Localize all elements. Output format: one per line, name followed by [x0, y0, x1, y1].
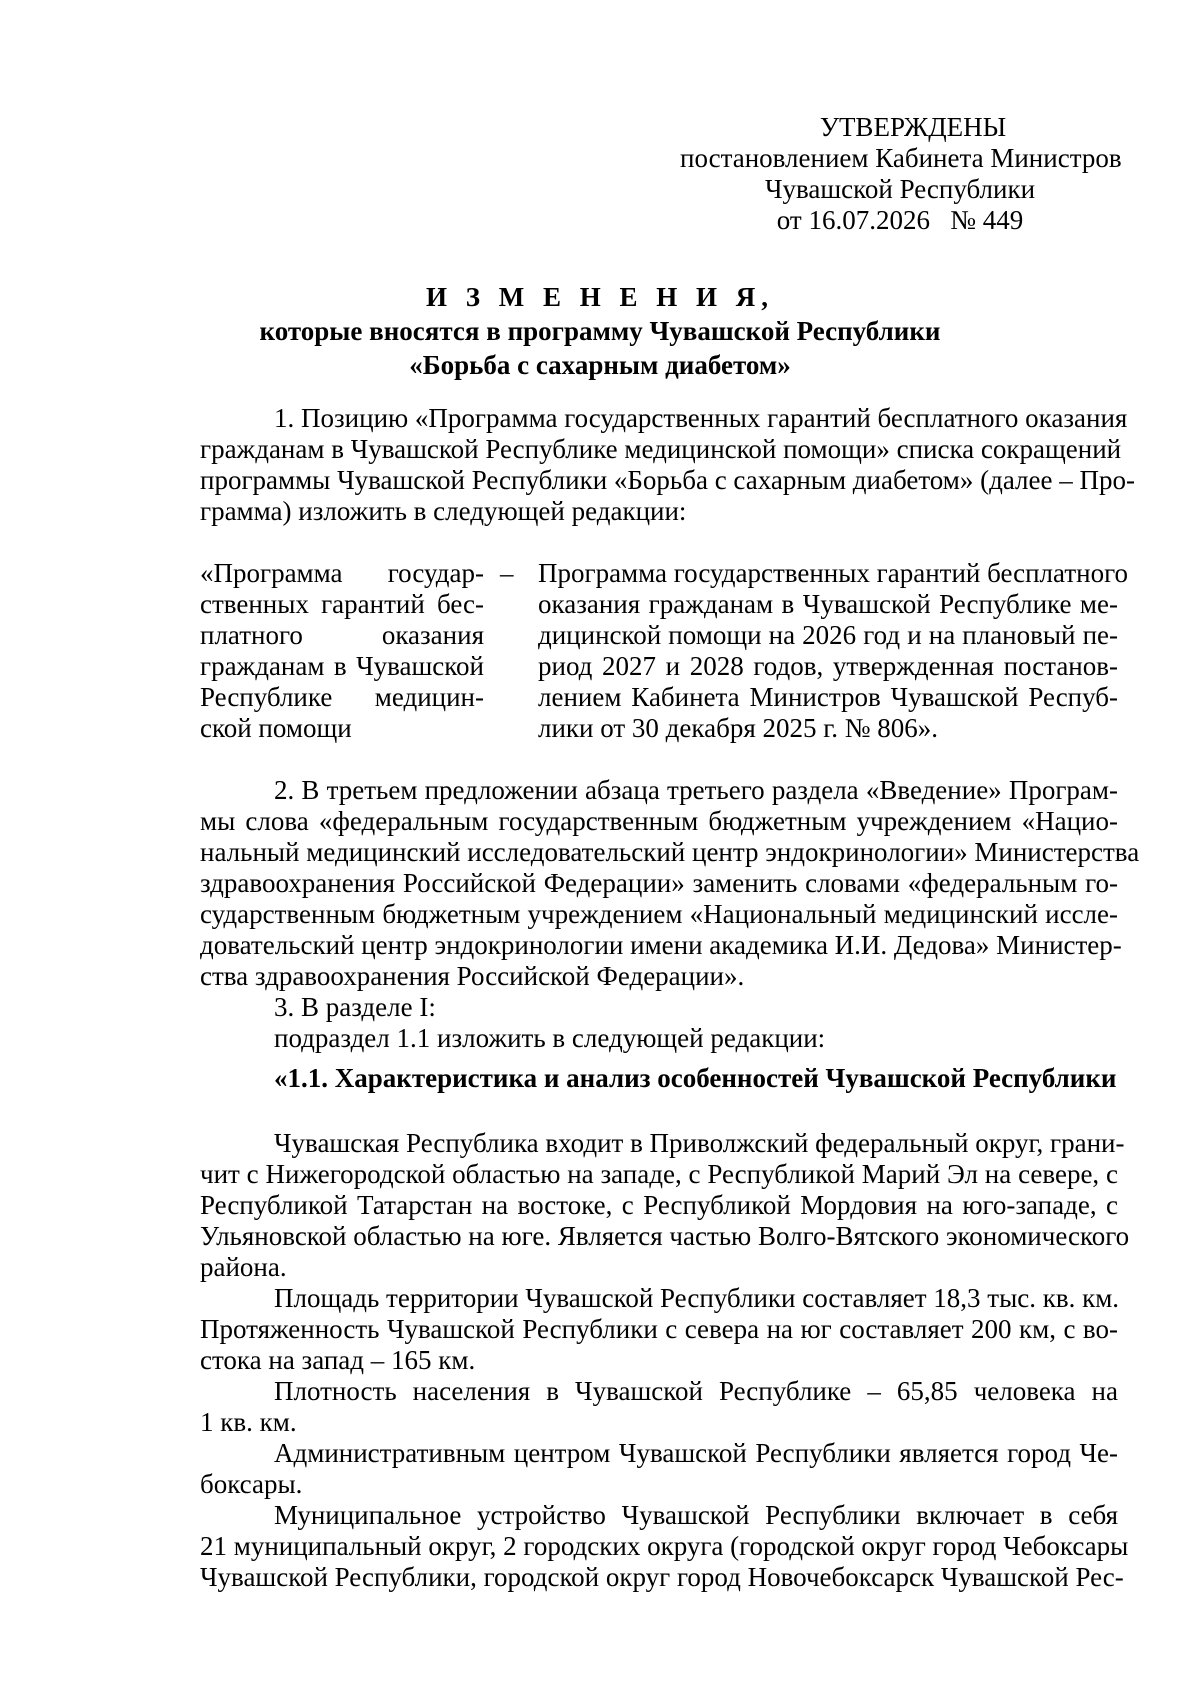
- approval-stamp: [680, 112, 1120, 236]
- text-line: мы слова «федеральным государственным бюджетным учреждением «Нацио-: [200, 806, 1118, 836]
- text-line: лики от 30 декабря 2025 г. № 806».: [538, 713, 939, 743]
- text-line: Чувашская Республика входит в Приволжский федеральный округ, грани-: [274, 1128, 1125, 1158]
- text-line: чит с Нижегородской областью на западе, с Республикой Марий Эл на севере, с: [200, 1159, 1118, 1189]
- text-line: довательский центр эндокринологии имени академика И.И. Дедова» Министер-: [200, 930, 1122, 960]
- text-line: Плотность населения в Чувашской Республике – 65,85 человека на: [274, 1376, 1118, 1406]
- document-title: И З М Е Н Е Н И Я,: [425, 282, 774, 312]
- text-line: 1 кв. км.: [200, 1407, 297, 1437]
- text-line: 21 муниципальный округ, 2 городских округа (городской округ город Чебоксары: [200, 1531, 1129, 1561]
- document-heading: [160, 280, 1040, 382]
- text-line: сударственным бюджетным учреждением «Национальный медицинский иссле-: [200, 899, 1118, 929]
- section-heading: «1.1. Характеристика и анализ особенностей Чувашской Республики: [274, 1063, 1117, 1093]
- text-line: ственных гарантий бес-: [200, 589, 484, 619]
- text-line: нальный медицинский исследовательский центр эндокринологии» Министерства: [200, 837, 1140, 867]
- text-line: программы Чувашской Республики «Борьба с сахарным диабетом» (далее – Про-: [200, 465, 1135, 495]
- text-line: подраздел 1.1 изложить в следующей редакции:: [274, 1023, 826, 1053]
- text-line: Административным центром Чувашской Республики является город Че-: [274, 1438, 1118, 1468]
- text-line: Муниципальное устройство Чувашской Республики включает в себя: [274, 1500, 1118, 1530]
- text-line: Протяженность Чувашской Республики с севера на юг составляет 200 км, с во-: [200, 1314, 1118, 1344]
- text-line: «Программа государ-: [200, 558, 484, 588]
- text-line: Республикой Татарстан на востоке, с Республикой Мордовия на юго-западе, с: [200, 1190, 1118, 1220]
- text-line: 2. В третьем предложении абзаца третьего раздела «Введение» Програм-: [274, 775, 1118, 805]
- text-line: оказания гражданам в Чувашской Республике ме-: [538, 589, 1118, 619]
- text-line: риод 2027 и 2028 годов, утвержденная постанов-: [538, 651, 1118, 681]
- document-subtitle: «Борьба с сахарным диабетом»: [409, 350, 791, 380]
- text-line: боксары.: [200, 1469, 303, 1499]
- approval-line: постановлением Кабинета Министров: [680, 143, 1122, 173]
- text-line: района.: [200, 1252, 287, 1282]
- text-line: 1. Позицию «Программа государственных гарантий бесплатного оказания: [274, 403, 1128, 433]
- text-line: платного оказания: [200, 620, 484, 650]
- approval-line: Чувашской Республики: [764, 174, 1036, 204]
- text-line: грамма) изложить в следующей редакции:: [200, 496, 687, 526]
- document-subtitle: которые вносятся в программу Чувашской Республики: [259, 316, 941, 346]
- text-line: Ульяновской областью на юге. Является частью Волго-Вятского экономического: [200, 1221, 1130, 1251]
- term-dash: –: [500, 558, 514, 588]
- text-line: Республике медицин-: [200, 682, 484, 712]
- approval-date: от 16.07.2026 № 449: [776, 205, 1024, 235]
- text-line: лением Кабинета Министров Чувашской Респуб-: [538, 682, 1118, 712]
- text-line: стока на запад – 165 км.: [200, 1345, 476, 1375]
- text-line: дицинской помощи на 2026 год и на плановый пе-: [538, 620, 1118, 650]
- text-line: ской помощи: [200, 713, 352, 743]
- text-line: Программа государственных гарантий бесплатного: [538, 558, 1128, 588]
- text-line: гражданам в Чувашской: [200, 651, 484, 681]
- approval-title: УТВЕРЖДЕНЫ: [819, 112, 1007, 142]
- text-line: здравоохранения Российской Федерации» заменить словами «федеральным го-: [200, 868, 1118, 898]
- text-line: ства здравоохранения Российской Федерации».: [200, 961, 745, 991]
- text-line: Чувашской Республики, городской округ город Новочебоксарск Чувашской Рес-: [200, 1562, 1124, 1592]
- text-line: гражданам в Чувашской Республике медицинской помощи» списка сокращений: [200, 434, 1122, 464]
- text-line: 3. В разделе I:: [274, 992, 436, 1022]
- text-line: Площадь территории Чувашской Республики составляет 18,3 тыс. кв. км.: [274, 1283, 1120, 1313]
